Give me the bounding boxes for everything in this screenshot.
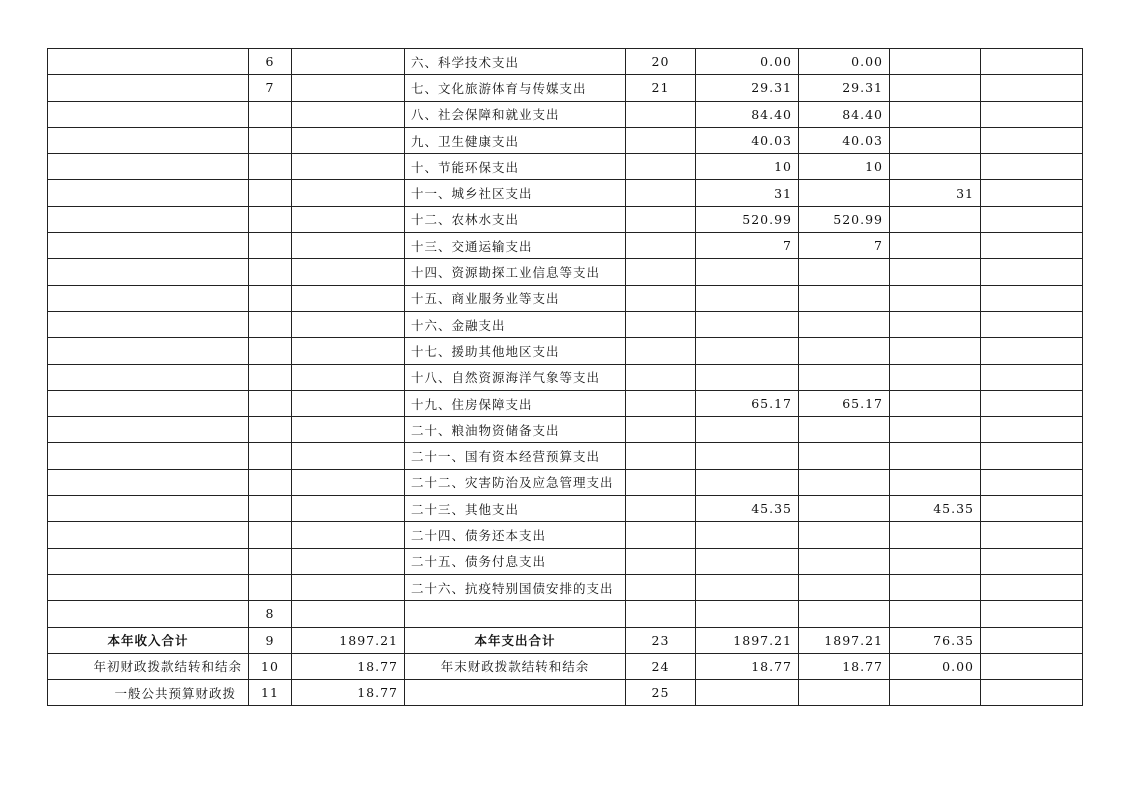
general-budget-cell	[799, 601, 890, 627]
general-budget-cell	[799, 522, 890, 548]
total-amount-cell	[696, 443, 799, 469]
general-budget-cell	[799, 548, 890, 574]
state-capital-cell	[981, 627, 1083, 653]
state-capital-cell	[981, 311, 1083, 337]
expense-line-cell	[626, 180, 696, 206]
state-capital-cell	[981, 259, 1083, 285]
total-amount-cell: 65.17	[696, 390, 799, 416]
total-amount-cell: 10	[696, 154, 799, 180]
income-amount-cell: 1897.21	[292, 627, 405, 653]
general-budget-cell: 65.17	[799, 390, 890, 416]
expense-line-cell	[626, 206, 696, 232]
expense-item-cell: 十一、城乡社区支出	[405, 180, 626, 206]
expense-item-cell: 十四、资源勘探工业信息等支出	[405, 259, 626, 285]
income-line-cell: 6	[249, 49, 292, 75]
table-row	[48, 417, 1083, 443]
state-capital-cell	[981, 601, 1083, 627]
state-capital-cell	[981, 206, 1083, 232]
state-capital-cell	[981, 548, 1083, 574]
expense-line-cell	[626, 364, 696, 390]
gov-fund-cell	[890, 574, 981, 600]
gov-fund-cell: 0.00	[890, 653, 981, 679]
general-budget-cell	[799, 496, 890, 522]
state-capital-cell	[981, 49, 1083, 75]
income-item-cell	[48, 443, 249, 469]
gov-fund-cell	[890, 259, 981, 285]
table-row	[48, 180, 1083, 206]
state-capital-cell	[981, 574, 1083, 600]
expense-item-cell: 本年支出合计	[405, 627, 626, 653]
table-row	[48, 338, 1083, 364]
total-amount-cell	[696, 469, 799, 495]
gov-fund-cell	[890, 49, 981, 75]
expense-item-cell: 十三、交通运输支出	[405, 233, 626, 259]
income-line-cell	[249, 311, 292, 337]
expense-item-cell: 十二、农林水支出	[405, 206, 626, 232]
income-amount-cell	[292, 574, 405, 600]
expense-item-cell: 二十三、其他支出	[405, 496, 626, 522]
state-capital-cell	[981, 653, 1083, 679]
expense-line-cell	[626, 285, 696, 311]
expense-line-cell	[626, 417, 696, 443]
expense-line-cell	[626, 311, 696, 337]
general-budget-cell: 7	[799, 233, 890, 259]
gov-fund-cell	[890, 154, 981, 180]
expense-line-cell: 25	[626, 680, 696, 706]
table-row	[48, 680, 1083, 706]
expense-item-cell	[405, 601, 626, 627]
table-row	[48, 154, 1083, 180]
total-amount-cell: 31	[696, 180, 799, 206]
table-row	[48, 390, 1083, 416]
income-line-cell	[249, 522, 292, 548]
state-capital-cell	[981, 496, 1083, 522]
expense-line-cell	[626, 469, 696, 495]
income-amount-cell	[292, 180, 405, 206]
general-budget-cell	[799, 338, 890, 364]
expense-item-cell: 六、科学技术支出	[405, 49, 626, 75]
income-item-cell: 本年收入合计	[48, 627, 249, 653]
income-amount-cell	[292, 364, 405, 390]
general-budget-cell	[799, 680, 890, 706]
income-line-cell	[249, 206, 292, 232]
general-budget-cell	[799, 285, 890, 311]
income-item-cell	[48, 469, 249, 495]
income-item-cell: 一般公共预算财政拨	[48, 680, 249, 706]
general-budget-cell: 10	[799, 154, 890, 180]
gov-fund-cell	[890, 311, 981, 337]
table-row	[48, 548, 1083, 574]
general-budget-cell: 0.00	[799, 49, 890, 75]
income-amount-cell	[292, 469, 405, 495]
income-line-cell: 9	[249, 627, 292, 653]
table-row	[48, 206, 1083, 232]
gov-fund-cell	[890, 443, 981, 469]
expense-item-cell: 八、社会保障和就业支出	[405, 101, 626, 127]
general-budget-cell: 1897.21	[799, 627, 890, 653]
total-amount-cell	[696, 522, 799, 548]
total-amount-cell	[696, 680, 799, 706]
expense-line-cell	[626, 601, 696, 627]
gov-fund-cell	[890, 233, 981, 259]
income-amount-cell	[292, 154, 405, 180]
table-row	[48, 469, 1083, 495]
income-line-cell	[249, 285, 292, 311]
total-amount-cell	[696, 285, 799, 311]
income-line-cell	[249, 180, 292, 206]
table-row	[48, 233, 1083, 259]
expense-item-cell: 二十六、抗疫特别国债安排的支出	[405, 574, 626, 600]
income-amount-cell	[292, 417, 405, 443]
expense-line-cell	[626, 574, 696, 600]
income-amount-cell	[292, 601, 405, 627]
expense-item-cell: 十、节能环保支出	[405, 154, 626, 180]
gov-fund-cell: 76.35	[890, 627, 981, 653]
gov-fund-cell	[890, 601, 981, 627]
table-row	[48, 496, 1083, 522]
state-capital-cell	[981, 443, 1083, 469]
general-budget-cell: 520.99	[799, 206, 890, 232]
table-row	[48, 627, 1083, 653]
gov-fund-cell	[890, 285, 981, 311]
general-budget-cell	[799, 469, 890, 495]
expense-line-cell	[626, 548, 696, 574]
expense-line-cell: 21	[626, 75, 696, 101]
income-amount-cell	[292, 49, 405, 75]
expense-line-cell	[626, 443, 696, 469]
total-amount-cell: 0.00	[696, 49, 799, 75]
total-amount-cell: 84.40	[696, 101, 799, 127]
expense-line-cell: 24	[626, 653, 696, 679]
income-amount-cell	[292, 101, 405, 127]
income-item-cell	[48, 285, 249, 311]
income-item-cell: 年初财政拨款结转和结余	[48, 653, 249, 679]
income-line-cell	[249, 417, 292, 443]
total-amount-cell	[696, 601, 799, 627]
income-line-cell	[249, 548, 292, 574]
table-row	[48, 443, 1083, 469]
state-capital-cell	[981, 127, 1083, 153]
expense-item-cell: 七、文化旅游体育与传媒支出	[405, 75, 626, 101]
expense-item-cell: 十五、商业服务业等支出	[405, 285, 626, 311]
gov-fund-cell	[890, 338, 981, 364]
income-line-cell	[249, 390, 292, 416]
table-row	[48, 285, 1083, 311]
state-capital-cell	[981, 469, 1083, 495]
table-row	[48, 311, 1083, 337]
general-budget-cell	[799, 417, 890, 443]
state-capital-cell	[981, 364, 1083, 390]
expense-item-cell: 二十四、债务还本支出	[405, 522, 626, 548]
income-line-cell	[249, 154, 292, 180]
table-row	[48, 601, 1083, 627]
table-row	[48, 522, 1083, 548]
table-row	[48, 127, 1083, 153]
total-amount-cell	[696, 364, 799, 390]
total-amount-cell	[696, 338, 799, 364]
general-budget-cell: 29.31	[799, 75, 890, 101]
income-item-cell	[48, 101, 249, 127]
income-amount-cell	[292, 522, 405, 548]
budget-table	[47, 48, 1083, 706]
state-capital-cell	[981, 390, 1083, 416]
state-capital-cell	[981, 180, 1083, 206]
income-item-cell	[48, 75, 249, 101]
state-capital-cell	[981, 417, 1083, 443]
income-line-cell	[249, 233, 292, 259]
state-capital-cell	[981, 680, 1083, 706]
general-budget-cell: 40.03	[799, 127, 890, 153]
income-amount-cell	[292, 233, 405, 259]
expense-item-cell	[405, 680, 626, 706]
income-amount-cell	[292, 259, 405, 285]
table-row	[48, 653, 1083, 679]
state-capital-cell	[981, 522, 1083, 548]
income-item-cell	[48, 390, 249, 416]
total-amount-cell: 18.77	[696, 653, 799, 679]
income-amount-cell	[292, 390, 405, 416]
income-line-cell: 7	[249, 75, 292, 101]
expense-item-cell: 十九、住房保障支出	[405, 390, 626, 416]
income-line-cell	[249, 259, 292, 285]
table-row	[48, 259, 1083, 285]
gov-fund-cell	[890, 206, 981, 232]
total-amount-cell	[696, 574, 799, 600]
expense-line-cell	[626, 496, 696, 522]
gov-fund-cell	[890, 75, 981, 101]
income-amount-cell: 18.77	[292, 680, 405, 706]
income-line-cell	[249, 338, 292, 364]
income-item-cell	[48, 154, 249, 180]
income-line-cell	[249, 127, 292, 153]
table-row	[48, 101, 1083, 127]
income-item-cell	[48, 496, 249, 522]
table-body	[48, 49, 1083, 706]
gov-fund-cell	[890, 548, 981, 574]
table-row	[48, 364, 1083, 390]
expense-item-cell: 二十五、债务付息支出	[405, 548, 626, 574]
income-item-cell	[48, 311, 249, 337]
income-item-cell	[48, 180, 249, 206]
general-budget-cell	[799, 180, 890, 206]
state-capital-cell	[981, 285, 1083, 311]
gov-fund-cell	[890, 390, 981, 416]
expense-item-cell: 十八、自然资源海洋气象等支出	[405, 364, 626, 390]
expense-item-cell: 二十一、国有资本经营预算支出	[405, 443, 626, 469]
expense-item-cell: 年末财政拨款结转和结余	[405, 653, 626, 679]
income-amount-cell	[292, 496, 405, 522]
state-capital-cell	[981, 233, 1083, 259]
income-line-cell: 8	[249, 601, 292, 627]
state-capital-cell	[981, 101, 1083, 127]
gov-fund-cell	[890, 127, 981, 153]
table-row	[48, 49, 1083, 75]
income-item-cell	[48, 417, 249, 443]
expense-line-cell	[626, 154, 696, 180]
total-amount-cell: 40.03	[696, 127, 799, 153]
gov-fund-cell	[890, 417, 981, 443]
total-amount-cell: 45.35	[696, 496, 799, 522]
income-line-cell: 10	[249, 653, 292, 679]
income-amount-cell	[292, 548, 405, 574]
total-amount-cell: 7	[696, 233, 799, 259]
total-amount-cell	[696, 417, 799, 443]
gov-fund-cell	[890, 469, 981, 495]
income-item-cell	[48, 127, 249, 153]
income-amount-cell	[292, 338, 405, 364]
expense-item-cell: 十七、援助其他地区支出	[405, 338, 626, 364]
income-amount-cell	[292, 443, 405, 469]
income-amount-cell	[292, 311, 405, 337]
expense-line-cell	[626, 390, 696, 416]
income-line-cell	[249, 496, 292, 522]
income-line-cell: 11	[249, 680, 292, 706]
general-budget-cell	[799, 311, 890, 337]
gov-fund-cell	[890, 101, 981, 127]
expense-item-cell: 二十二、灾害防治及应急管理支出	[405, 469, 626, 495]
gov-fund-cell	[890, 680, 981, 706]
income-item-cell	[48, 233, 249, 259]
income-item-cell	[48, 364, 249, 390]
state-capital-cell	[981, 338, 1083, 364]
income-item-cell	[48, 601, 249, 627]
expense-line-cell	[626, 127, 696, 153]
income-line-cell	[249, 574, 292, 600]
total-amount-cell	[696, 548, 799, 574]
income-line-cell	[249, 443, 292, 469]
expense-line-cell	[626, 259, 696, 285]
income-item-cell	[48, 522, 249, 548]
total-amount-cell: 1897.21	[696, 627, 799, 653]
total-amount-cell: 29.31	[696, 75, 799, 101]
gov-fund-cell	[890, 364, 981, 390]
income-line-cell	[249, 101, 292, 127]
income-amount-cell	[292, 127, 405, 153]
gov-fund-cell: 31	[890, 180, 981, 206]
expense-item-cell: 二十、粮油物资储备支出	[405, 417, 626, 443]
gov-fund-cell	[890, 522, 981, 548]
expense-line-cell	[626, 338, 696, 364]
income-line-cell	[249, 364, 292, 390]
income-amount-cell	[292, 75, 405, 101]
income-amount-cell: 18.77	[292, 653, 405, 679]
expense-item-cell: 九、卫生健康支出	[405, 127, 626, 153]
income-item-cell	[48, 206, 249, 232]
general-budget-cell	[799, 259, 890, 285]
income-item-cell	[48, 574, 249, 600]
state-capital-cell	[981, 154, 1083, 180]
expense-line-cell: 23	[626, 627, 696, 653]
expense-line-cell: 20	[626, 49, 696, 75]
income-item-cell	[48, 548, 249, 574]
expense-line-cell	[626, 522, 696, 548]
total-amount-cell	[696, 259, 799, 285]
table-row	[48, 75, 1083, 101]
total-amount-cell	[696, 311, 799, 337]
state-capital-cell	[981, 75, 1083, 101]
income-line-cell	[249, 469, 292, 495]
income-item-cell	[48, 259, 249, 285]
income-item-cell	[48, 338, 249, 364]
general-budget-cell	[799, 443, 890, 469]
gov-fund-cell: 45.35	[890, 496, 981, 522]
general-budget-cell: 84.40	[799, 101, 890, 127]
expense-line-cell	[626, 233, 696, 259]
income-amount-cell	[292, 285, 405, 311]
general-budget-cell: 18.77	[799, 653, 890, 679]
income-item-cell	[48, 49, 249, 75]
general-budget-cell	[799, 574, 890, 600]
expense-line-cell	[626, 101, 696, 127]
expense-item-cell: 十六、金融支出	[405, 311, 626, 337]
total-amount-cell: 520.99	[696, 206, 799, 232]
table-row	[48, 574, 1083, 600]
income-amount-cell	[292, 206, 405, 232]
general-budget-cell	[799, 364, 890, 390]
